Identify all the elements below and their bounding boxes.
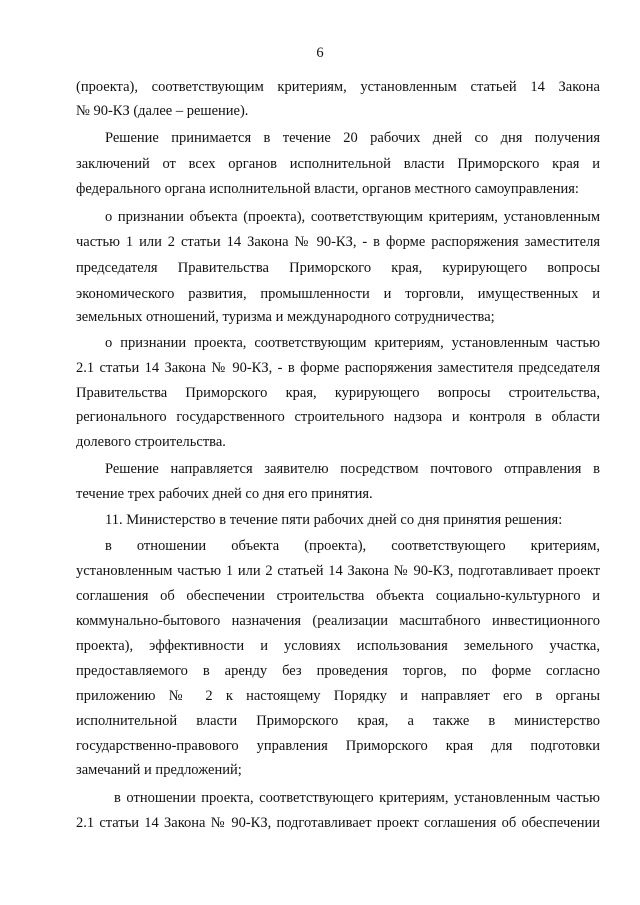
text-line: № 90-КЗ (далее – решение). [76, 103, 249, 119]
text-line: заключений от всех органов исполнительной власти Приморского края и [76, 156, 600, 172]
text-line: предоставляемого в аренду без проведения торгов, по форме согласно [76, 663, 600, 679]
text-line: о признании объекта (проекта), соответствующим критериям, установленным [105, 209, 600, 225]
text-line: соглашения об обеспечении строительства объекта социально-культурного и [76, 588, 600, 604]
text-line: в отношении объекта (проекта), соответствующего критериям, [105, 538, 600, 554]
text-line: замечаний и предложений; [76, 762, 242, 778]
text-line: Решение принимается в течение 20 рабочих дней со дня получения [105, 130, 600, 146]
text-line: частью 1 или 2 статьи 14 Закона № 90-КЗ, - в форме распоряжения заместителя [76, 234, 600, 250]
page-number: 6 [316, 45, 324, 61]
text-line: в отношении проекта, соответствующего критериям, установленным частью [114, 790, 600, 806]
text-line: течение трех рабочих дней со дня его принятия. [76, 486, 373, 502]
text-line: коммунально-бытового назначения (реализации масштабного инвестиционного [76, 613, 600, 629]
text-line: исполнительной власти Приморского края, а также в министерство [76, 713, 600, 729]
text-line: регионального государственного строительного надзора и контроля в области [76, 409, 600, 425]
text-line: установленным частью 1 или 2 статьей 14 Закона № 90-КЗ, подготавливает проект [76, 563, 600, 579]
text-line: приложению № 2 к настоящему Порядку и направляет его в органы [76, 688, 600, 704]
text-line: 2.1 статьи 14 Закона № 90-КЗ, подготавливает проект соглашения об обеспечении [76, 815, 600, 831]
text-line: земельных отношений, туризма и международного сотрудничества; [76, 309, 495, 325]
text-line: (проекта), соответствующим критериям, установленным статьей 14 Закона [76, 79, 600, 95]
text-line: проекта), эффективности и условиях использования земельного участка, [76, 638, 600, 654]
text-line: Решение направляется заявителю посредством почтового отправления в [105, 461, 600, 477]
text-line: 2.1 статьи 14 Закона № 90-КЗ, - в форме распоряжения заместителя председателя [76, 360, 600, 376]
text-line: о признании проекта, соответствующим критериям, установленным частью [105, 335, 600, 351]
text-line: долевого строительства. [76, 434, 226, 450]
text-line: федерального органа исполнительной власти, органов местного самоуправления: [76, 181, 579, 197]
text-line: государственно-правового управления Приморского края для подготовки [76, 738, 600, 754]
text-line: председателя Правительства Приморского края, курирующего вопросы [76, 260, 600, 276]
text-line: Правительства Приморского края, курирующего вопросы строительства, [76, 385, 600, 401]
text-line: 11. Министерство в течение пяти рабочих дней со дня принятия решения: [105, 512, 563, 528]
text-line: экономического развития, промышленности и торговли, имущественных и [76, 286, 600, 302]
